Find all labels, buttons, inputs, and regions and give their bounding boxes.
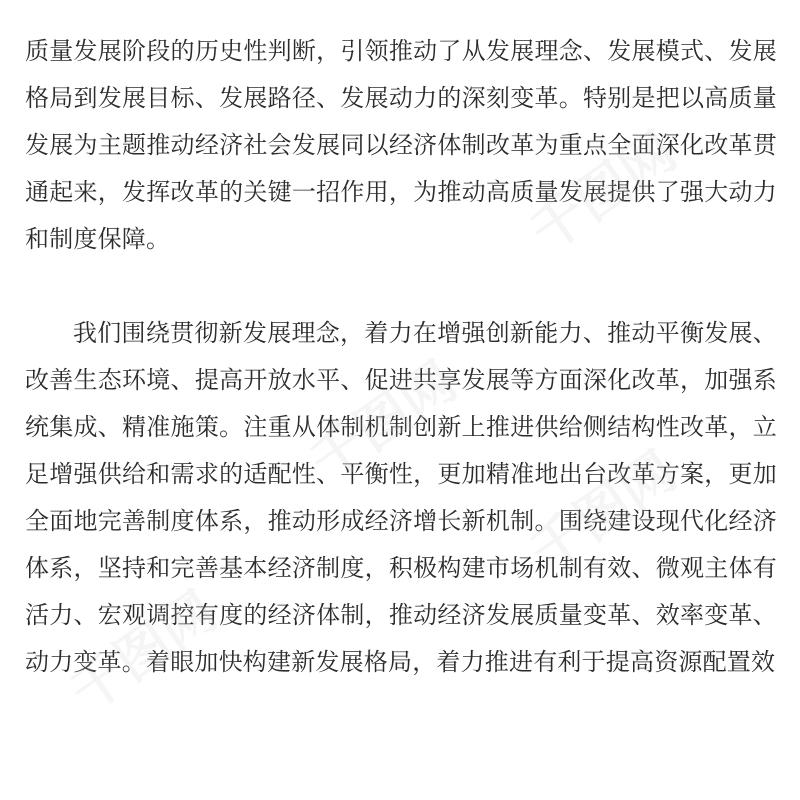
document-body <box>25 28 777 686</box>
paragraph-1: 质量发展阶段的历史性判断，引领推动了从发展理念、发展模式、发展格局到发展目标、发展路径、发展动力的深刻变革。特别是把以高质量发展为主题推动经济社会发展同以经济体制改革为重点全面深化改革贯通起来，发挥改革的关键一招作用，为推动高质量发展提供了强大动力和制度保障。 <box>25 37 777 253</box>
watermark: 千图网 <box>518 439 688 585</box>
watermark: 千图网 <box>298 349 468 495</box>
paragraph-2: 我们围绕贯彻新发展理念，着力在增强创新能力、推动平衡发展、改善生态环境、提高开放水平、促进共享发展等方面深化改革，加强系统集成、精准施策。注重从体制机制创新上推进供给侧结构性改革，立足增强供给和需求的适配性、平衡性，更加精准地出台改革方案，更加全面地完善制度体系，推动形成经济增长新机制。围绕建设现代化经济体系，坚持和完善基本经济制度，积极构建市场机制有效、微观主体有活力、宏观调控有度的经济体制，推动经济发展质量变革、效率变革、动力变革。着眼加快构建新发展格局，着力推进有利于提高资源配置效 <box>25 319 777 676</box>
watermark: 千图网 <box>58 579 228 725</box>
watermark: 千图网 <box>518 119 688 265</box>
